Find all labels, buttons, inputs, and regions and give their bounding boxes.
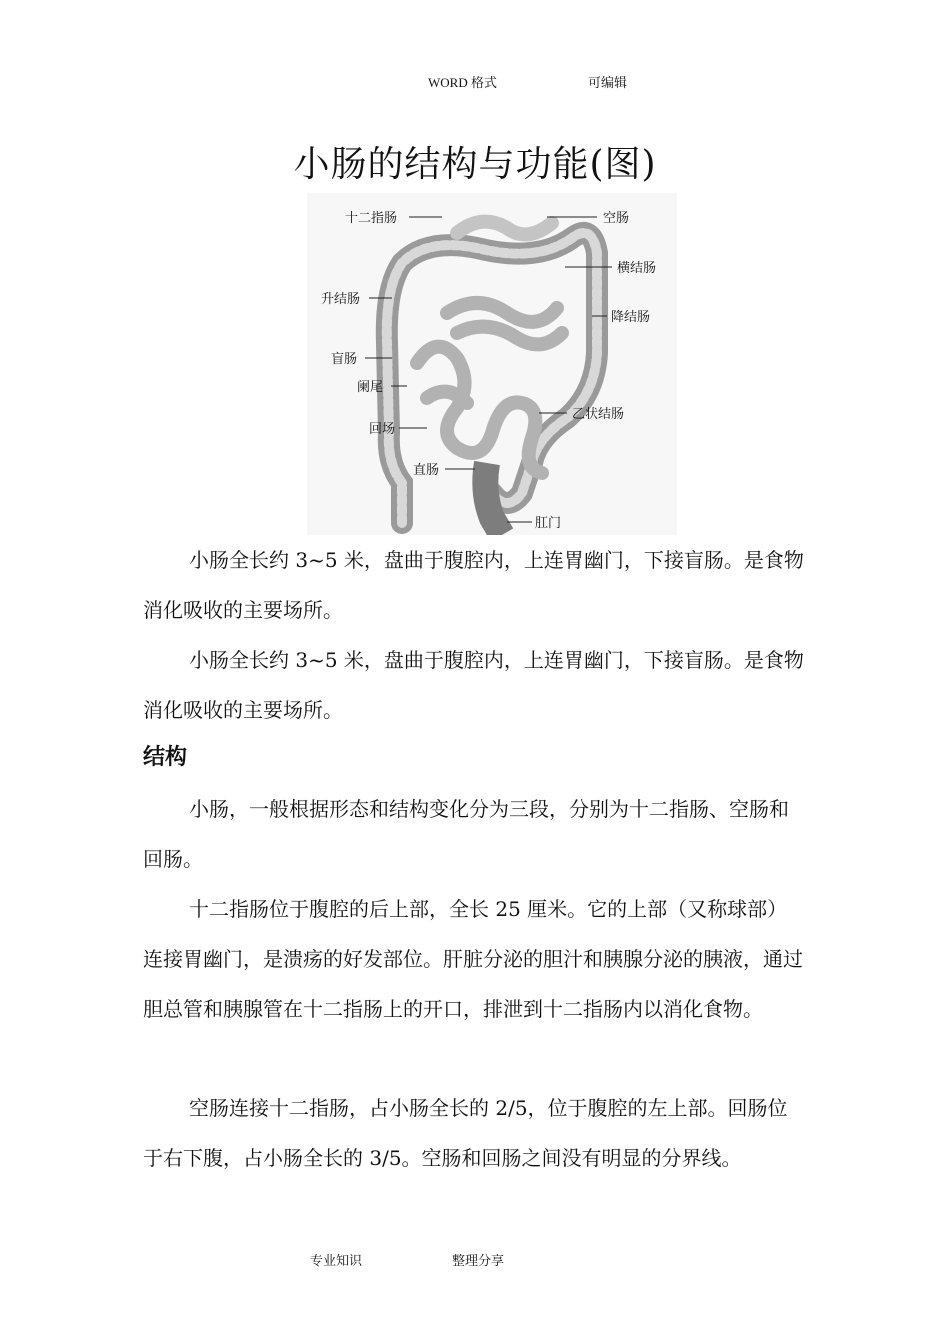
label-ileum: 回场 xyxy=(369,422,396,437)
footer-right: 整理分享 xyxy=(452,1253,505,1268)
label-cecum: 盲肠 xyxy=(331,352,358,367)
label-sigmoid-colon: 乙状结肠 xyxy=(572,407,625,422)
label-rectum: 直肠 xyxy=(413,463,440,478)
intestine-illustration xyxy=(307,193,677,535)
label-anus: 肛门 xyxy=(535,516,562,531)
paragraph-1: 小肠全长约 3~5 米，盘曲于腹腔内，上连胃幽门，下接盲肠。是食物消化吸收的主要场所。 xyxy=(143,548,804,622)
paragraph-2: 小肠全长约 3~5 米，盘曲于腹腔内，上连胃幽门，下接盲肠。是食物消化吸收的主要场所。 xyxy=(143,648,804,722)
paragraph-3: 小肠，一般根据形态和结构变化分为三段，分别为十二指肠、空肠和回肠。 xyxy=(143,797,789,871)
paragraph-4: 十二指肠位于腹腔的后上部，全长 25 厘米。它的上部（又称球部）连接胃幽门，是溃疡的好发部位。肝脏分泌的胆汁和胰腺分泌的胰液，通过胆总管和胰腺管在十二指肠上的开口，排泄到十二指肠内以消化食物。 xyxy=(143,897,803,1021)
label-transverse-colon: 横结肠 xyxy=(617,261,657,276)
rectum xyxy=(485,463,502,535)
intestine-diagram xyxy=(307,193,677,535)
header-left: WORD 格式 xyxy=(428,75,497,90)
label-appendix: 阑尾 xyxy=(357,380,384,395)
label-ascending-colon: 升结肠 xyxy=(321,292,361,307)
section-heading: 结构 xyxy=(143,745,188,770)
label-descending-colon: 降结肠 xyxy=(611,310,651,325)
paragraph-5: 空肠连接十二指肠，占小肠全长的 2/5，位于腹腔的左上部。回肠位于右下腹，占小肠全长的 3/5。空肠和回肠之间没有明显的分界线。 xyxy=(143,1096,788,1170)
header-right: 可编辑 xyxy=(588,75,628,90)
page-title: 小肠的结构与功能(图) xyxy=(293,144,657,186)
label-duodenum: 十二指肠 xyxy=(345,211,398,226)
label-jejunum: 空肠 xyxy=(603,211,630,226)
footer-left: 专业知识 xyxy=(310,1253,363,1268)
